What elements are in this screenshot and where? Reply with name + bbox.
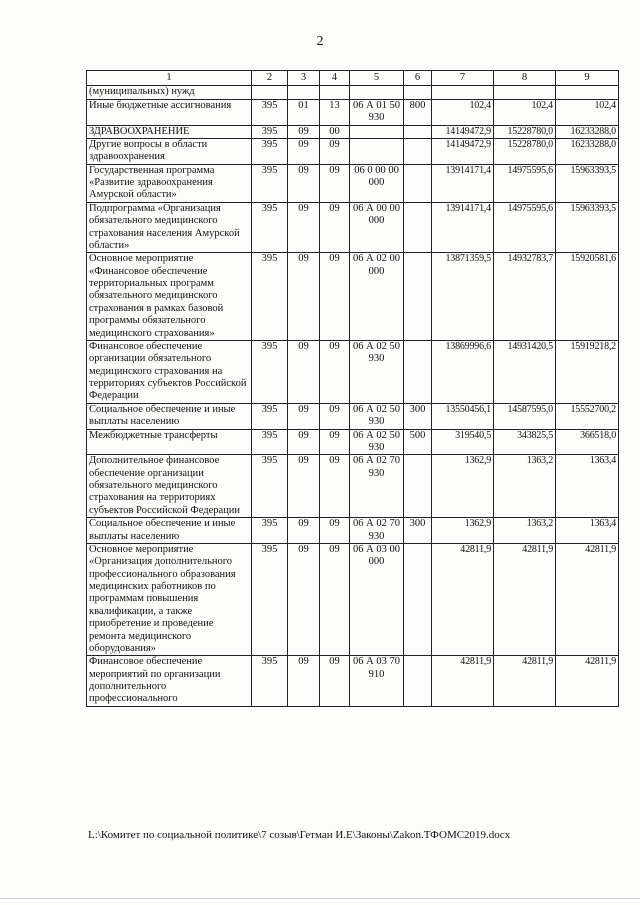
- amount-2019-cell: 13914171,4: [432, 164, 494, 202]
- code-admin-cell: 395: [252, 253, 288, 341]
- code-section-cell: 09: [288, 656, 320, 707]
- code-subsection-cell: 09: [320, 164, 350, 202]
- code-target-cell: 06 А 00 00000: [350, 202, 404, 253]
- code-admin-cell: 395: [252, 518, 288, 544]
- code-admin-cell: 395: [252, 164, 288, 202]
- amount-2019-cell: 14149472,9: [432, 138, 494, 164]
- amount-2020-cell: 1363,2: [494, 518, 556, 544]
- code-admin-cell: 395: [252, 99, 288, 125]
- amount-2020-cell: 102,4: [494, 99, 556, 125]
- code-admin-cell: 395: [252, 656, 288, 707]
- amount-2021-cell: 15963393,5: [556, 164, 619, 202]
- code-subsection-cell: 09: [320, 253, 350, 341]
- page-number: 2: [316, 34, 324, 49]
- amount-2019-cell: 42811,9: [432, 543, 494, 655]
- code-expense-type-cell: [404, 253, 432, 341]
- code-target-cell: 06 А 02 00000: [350, 253, 404, 341]
- amount-2020-cell: 14931420,5: [494, 340, 556, 403]
- table-row: [87, 202, 619, 253]
- code-admin-cell: 395: [252, 543, 288, 655]
- code-section-cell: [288, 86, 320, 99]
- table-row: [87, 455, 619, 518]
- amount-2019-cell: 13914171,4: [432, 202, 494, 253]
- code-admin-cell: 395: [252, 455, 288, 518]
- code-section-cell: 09: [288, 253, 320, 341]
- amount-2020-cell: 1363,2: [494, 455, 556, 518]
- code-target-cell: 06 А 02 50930: [350, 403, 404, 429]
- code-subsection-cell: 09: [320, 455, 350, 518]
- amount-2021-cell: 42811,9: [556, 656, 619, 707]
- code-expense-type-cell: 500: [404, 429, 432, 455]
- code-subsection-cell: 09: [320, 429, 350, 455]
- row-name-cell: Финансовое обеспечение мероприятий по организации дополнительного профессионального: [87, 656, 252, 707]
- row-name-cell: Дополнительное финансовое обеспечение организации обязательного медицинского страхования на территориях субъектов Российской Федерации: [87, 455, 252, 518]
- code-subsection-cell: [320, 86, 350, 99]
- code-expense-type-cell: [404, 125, 432, 138]
- table-row: [87, 656, 619, 707]
- code-target-cell: [350, 86, 404, 99]
- header-cell: 4: [320, 71, 350, 86]
- code-section-cell: 09: [288, 518, 320, 544]
- amount-2020-cell: 14975595,6: [494, 164, 556, 202]
- code-expense-type-cell: [404, 656, 432, 707]
- code-target-cell: 06 0 00 00000: [350, 164, 404, 202]
- code-subsection-cell: 09: [320, 518, 350, 544]
- amount-2019-cell: 1362,9: [432, 455, 494, 518]
- code-section-cell: 09: [288, 403, 320, 429]
- code-expense-type-cell: [404, 202, 432, 253]
- amount-2021-cell: 15552700,2: [556, 403, 619, 429]
- table-row: [87, 99, 619, 125]
- code-section-cell: 01: [288, 99, 320, 125]
- table-row: [87, 429, 619, 455]
- code-target-cell: [350, 138, 404, 164]
- amount-2021-cell: 16233288,0: [556, 125, 619, 138]
- code-admin-cell: 395: [252, 429, 288, 455]
- amount-2020-cell: 15228780,0: [494, 138, 556, 164]
- code-section-cell: 09: [288, 125, 320, 138]
- row-name-cell: ЗДРАВООХРАНЕНИЕ: [87, 125, 252, 138]
- amount-2019-cell: 319540,5: [432, 429, 494, 455]
- table-row: [87, 253, 619, 341]
- code-subsection-cell: 09: [320, 543, 350, 655]
- code-subsection-cell: 09: [320, 202, 350, 253]
- amount-2021-cell: 15919218,2: [556, 340, 619, 403]
- code-section-cell: 09: [288, 164, 320, 202]
- table-row: [87, 543, 619, 655]
- amount-2021-cell: 366518,0: [556, 429, 619, 455]
- header-cell: 3: [288, 71, 320, 86]
- amount-2019-cell: 13869996,6: [432, 340, 494, 403]
- amount-2021-cell: 15963393,5: [556, 202, 619, 253]
- amount-2019-cell: 102,4: [432, 99, 494, 125]
- code-expense-type-cell: 300: [404, 518, 432, 544]
- amount-2019-cell: 13871359,5: [432, 253, 494, 341]
- page-edge: [0, 898, 640, 899]
- code-target-cell: 06 А 02 70930: [350, 455, 404, 518]
- code-admin-cell: 395: [252, 202, 288, 253]
- row-name-cell: Социальное обеспечение и иные выплаты населению: [87, 518, 252, 544]
- amount-2019-cell: 14149472,9: [432, 125, 494, 138]
- code-admin-cell: 395: [252, 340, 288, 403]
- code-expense-type-cell: 800: [404, 99, 432, 125]
- amount-2021-cell: 42811,9: [556, 543, 619, 655]
- code-subsection-cell: 09: [320, 340, 350, 403]
- code-admin-cell: 395: [252, 138, 288, 164]
- code-section-cell: 09: [288, 543, 320, 655]
- amount-2020-cell: 343825,5: [494, 429, 556, 455]
- code-section-cell: 09: [288, 202, 320, 253]
- amount-2021-cell: [556, 86, 619, 99]
- amount-2020-cell: 14932783,7: [494, 253, 556, 341]
- code-subsection-cell: 13: [320, 99, 350, 125]
- row-name-cell: Подпрограмма «Организация обязательного медицинского страхования населения Амурской области»: [87, 202, 252, 253]
- code-admin-cell: [252, 86, 288, 99]
- row-name-cell: Другие вопросы в области здравоохранения: [87, 138, 252, 164]
- file-path-footer: L:\Комитет по социальной политике\7 созыв\Гетман И.Е\Законы\Zakon.ТФОМС2019.docx: [88, 829, 511, 841]
- table-row: [87, 125, 619, 138]
- code-subsection-cell: 00: [320, 125, 350, 138]
- code-target-cell: 06 А 03 00000: [350, 543, 404, 655]
- header-cell: 9: [556, 71, 619, 86]
- amount-2021-cell: 16233288,0: [556, 138, 619, 164]
- table-row: [87, 340, 619, 403]
- amount-2021-cell: 1363,4: [556, 455, 619, 518]
- amount-2021-cell: 15920581,6: [556, 253, 619, 341]
- header-cell: 7: [432, 71, 494, 86]
- code-expense-type-cell: [404, 543, 432, 655]
- row-name-cell: Основное мероприятие «Организация дополнительного профессионального образования медицинских работников по программам повышения квалификации, а также приобретение и проведение ремонта медицинского оборудования»: [87, 543, 252, 655]
- code-subsection-cell: 09: [320, 138, 350, 164]
- amount-2019-cell: [432, 86, 494, 99]
- row-name-cell: Иные бюджетные ассигнования: [87, 99, 252, 125]
- amount-2021-cell: 102,4: [556, 99, 619, 125]
- amount-2019-cell: 42811,9: [432, 656, 494, 707]
- table-row: [87, 138, 619, 164]
- code-admin-cell: 395: [252, 403, 288, 429]
- code-section-cell: 09: [288, 429, 320, 455]
- amount-2019-cell: 13550456,1: [432, 403, 494, 429]
- amount-2021-cell: 1363,4: [556, 518, 619, 544]
- row-name-cell: Финансовое обеспечение организации обязательного медицинского страхования на территориях субъектов Российской Федерации: [87, 340, 252, 403]
- amount-2020-cell: 14587595,0: [494, 403, 556, 429]
- header-cell: 2: [252, 71, 288, 86]
- code-target-cell: 06 А 02 70930: [350, 518, 404, 544]
- amount-2020-cell: 42811,9: [494, 543, 556, 655]
- code-target-cell: 06 А 02 50930: [350, 429, 404, 455]
- row-name-cell: (муниципальных) нужд: [87, 86, 252, 99]
- code-expense-type-cell: [404, 164, 432, 202]
- row-name-cell: Государственная программа «Развитие здравоохранения Амурской области»: [87, 164, 252, 202]
- code-target-cell: [350, 125, 404, 138]
- code-subsection-cell: 09: [320, 656, 350, 707]
- code-expense-type-cell: 300: [404, 403, 432, 429]
- header-cell: 5: [350, 71, 404, 86]
- header-cell: 8: [494, 71, 556, 86]
- code-target-cell: 06 А 01 50930: [350, 99, 404, 125]
- code-section-cell: 09: [288, 138, 320, 164]
- amount-2019-cell: 1362,9: [432, 518, 494, 544]
- code-expense-type-cell: [404, 340, 432, 403]
- table-row: [87, 86, 619, 99]
- code-expense-type-cell: [404, 138, 432, 164]
- budget-table: [86, 70, 619, 707]
- amount-2020-cell: [494, 86, 556, 99]
- row-name-cell: Основное мероприятие «Финансовое обеспечение территориальных программ обязательного медицинского страхования в рамках базовой программы обязательного медицинского страхования»: [87, 253, 252, 341]
- row-name-cell: Межбюджетные трансферты: [87, 429, 252, 455]
- code-section-cell: 09: [288, 455, 320, 518]
- code-expense-type-cell: [404, 86, 432, 99]
- code-admin-cell: 395: [252, 125, 288, 138]
- amount-2020-cell: 42811,9: [494, 656, 556, 707]
- code-target-cell: 06 А 03 70910: [350, 656, 404, 707]
- amount-2020-cell: 14975595,6: [494, 202, 556, 253]
- header-row: [87, 71, 619, 86]
- table-row: [87, 164, 619, 202]
- header-cell: 1: [87, 71, 252, 86]
- table-row: [87, 403, 619, 429]
- code-section-cell: 09: [288, 340, 320, 403]
- row-name-cell: Социальное обеспечение и иные выплаты населению: [87, 403, 252, 429]
- code-expense-type-cell: [404, 455, 432, 518]
- amount-2020-cell: 15228780,0: [494, 125, 556, 138]
- table-row: [87, 518, 619, 544]
- header-cell: 6: [404, 71, 432, 86]
- code-target-cell: 06 А 02 50930: [350, 340, 404, 403]
- code-subsection-cell: 09: [320, 403, 350, 429]
